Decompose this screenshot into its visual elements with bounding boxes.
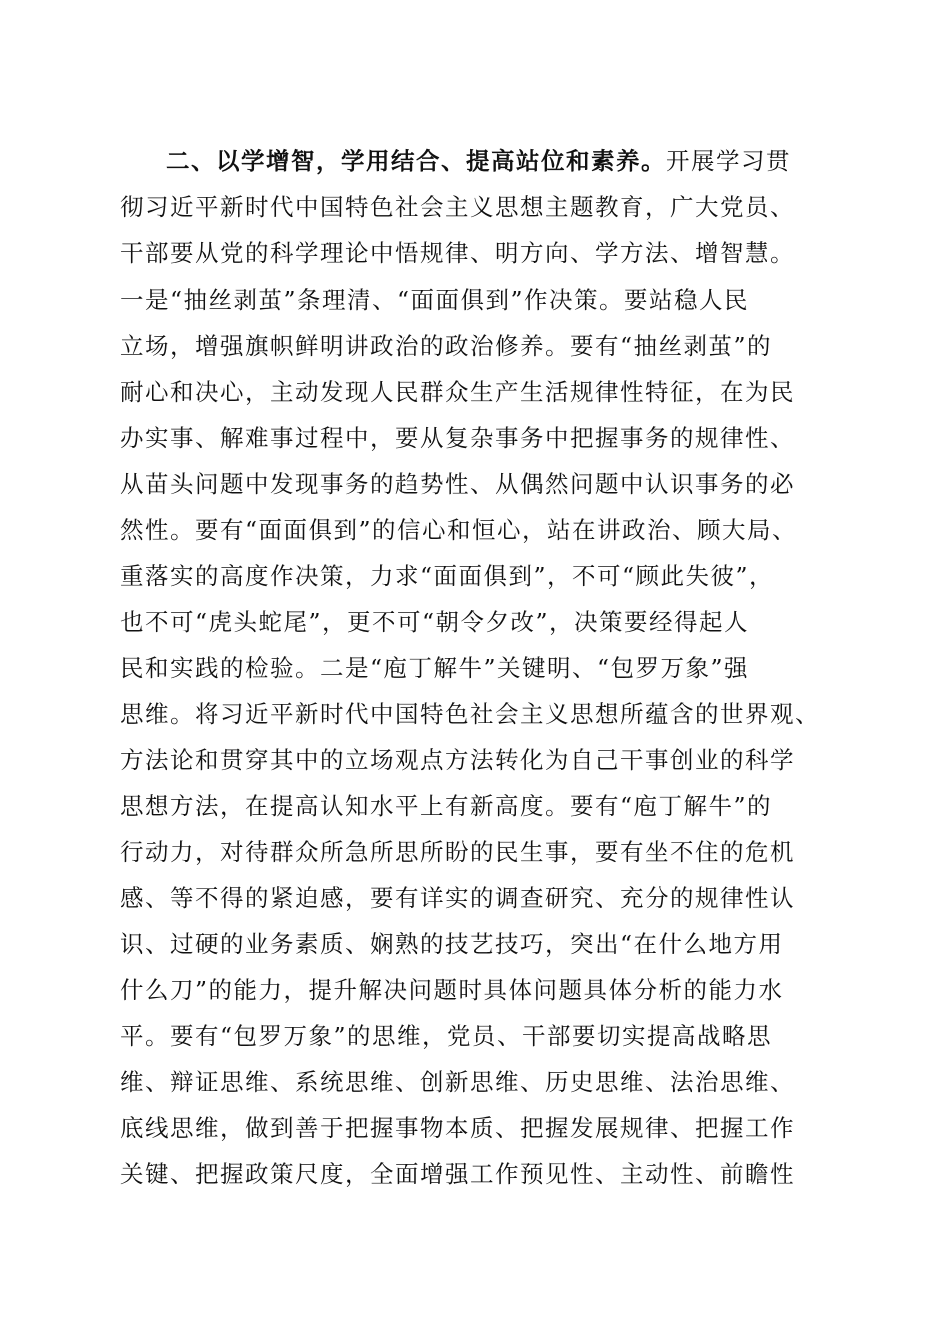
paragraph-line: 关键、把握政策尺度，全面增强工作预见性、主动性、前瞻性	[120, 1160, 795, 1188]
paragraph-line: 也不可“虎头蛇尾”，更不可“朝令夕改”，决策要经得起人	[120, 608, 750, 636]
paragraph-line: 思想方法，在提高认知水平上有新高度。要有“庖丁解牛”的	[120, 792, 773, 820]
paragraph-line: 重落实的高度作决策，力求“面面俱到”，不可“顾此失彼”，	[120, 562, 775, 590]
line-text: 开展学习贯	[666, 147, 791, 175]
paragraph-line: 方法论和贯穿其中的立场观点方法转化为自己干事创业的科学	[120, 746, 795, 774]
section-heading: 二、以学增智，学用结合、提高站位和素养。	[166, 147, 666, 175]
paragraph-line: 行动力，对待群众所急所思所盼的民生事，要有坐不住的危机	[120, 838, 795, 866]
paragraph-line: 感、等不得的紧迫感，要有详实的调查研究、充分的规律性认	[120, 884, 795, 912]
paragraph-line: 维、辩证思维、系统思维、创新思维、历史思维、法治思维、	[120, 1068, 795, 1096]
paragraph-line: 然性。要有“面面俱到”的信心和恒心，站在讲政治、顾大局、	[120, 516, 798, 544]
paragraph-line: 办实事、解难事过程中，要从复杂事务中把握事务的规律性、	[120, 424, 795, 452]
paragraph-line: 彻习近平新时代中国特色社会主义思想主题教育，广大党员、	[120, 193, 795, 221]
paragraph-line: 识、过硬的业务素质、娴熟的技艺技巧，突出“在什么地方用	[120, 930, 784, 958]
paragraph-line: 立场，增强旗帜鲜明讲政治的政治修养。要有“抽丝剥茧”的	[120, 332, 773, 360]
paragraph-line: 平。要有“包罗万象”的思维，党员、干部要切实提高战略思	[120, 1022, 773, 1050]
paragraph-line: 耐心和决心，主动发现人民群众生产生活规律性特征，在为民	[120, 378, 795, 406]
paragraph-line: 思维。将习近平新时代中国特色社会主义思想所蕴含的世界观、	[120, 700, 820, 728]
paragraph-line: 从苗头问题中发现事务的趋势性、从偶然问题中认识事务的必	[120, 470, 795, 498]
paragraph-line: 底线思维，做到善于把握事物本质、把握发展规律、把握工作	[120, 1114, 795, 1142]
paragraph-line: 干部要从党的科学理论中悟规律、明方向、学方法、增智慧。	[120, 239, 795, 267]
paragraph-line: 一是“抽丝剥茧”条理清、“面面俱到”作决策。要站稳人民	[120, 286, 750, 314]
paragraph-line: 民和实践的检验。二是“庖丁解牛”关键明、“包罗万象”强	[120, 654, 750, 682]
paragraph-line-1	[166, 140, 886, 182]
paragraph-line: 什么刀”的能力，提升解决问题时具体问题具体分析的能力水	[120, 976, 784, 1004]
